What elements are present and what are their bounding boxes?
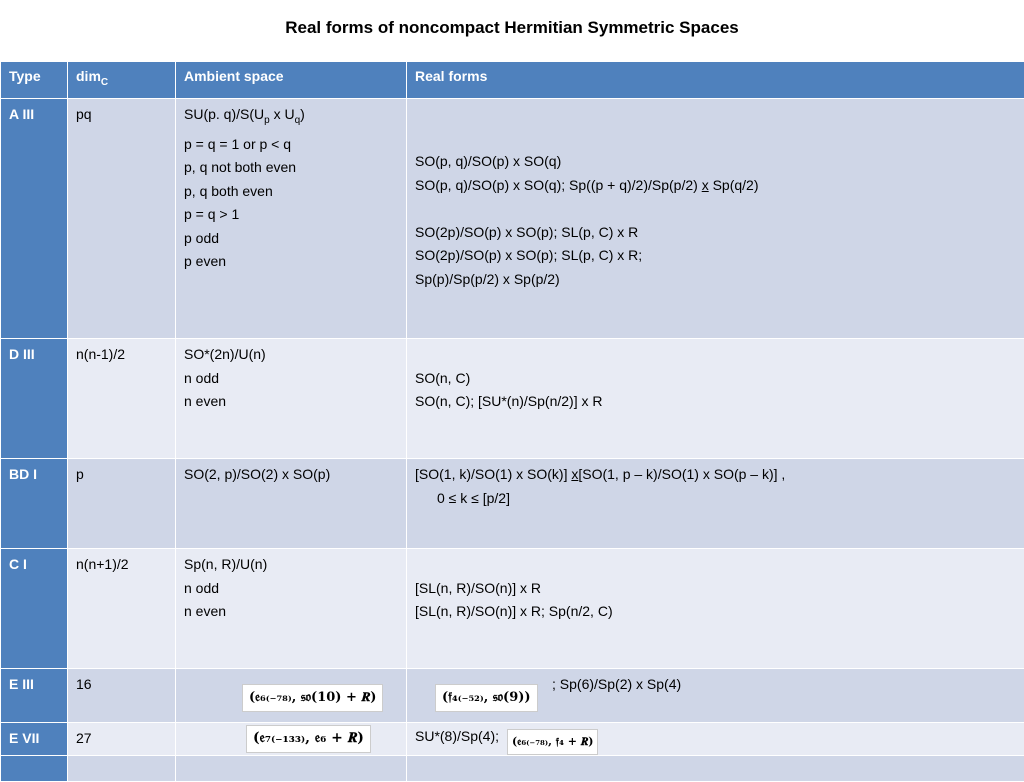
type-cell: E VII xyxy=(1,723,68,756)
type-cell: C I xyxy=(1,549,68,669)
header-real-forms: Real forms xyxy=(407,62,1024,99)
table-row xyxy=(1,723,1024,756)
ambient-cell xyxy=(176,669,407,723)
real-forms-cell: [SL(n, R)/SO(n)] x R [SL(n, R)/SO(n)] x R; Sp(n/2, C) xyxy=(407,549,1024,669)
type-cell: D III xyxy=(1,339,68,459)
real-forms-cell: (𝔣₄₍₋₅₂₎, 𝔰𝔬(9)) ; Sp(6)/Sp(2) x Sp(4) xyxy=(407,669,1024,723)
ambient-cell: Sp(n, R)/U(n) n odd n even xyxy=(176,549,407,669)
formula-image: (𝔢₇₍₋₁₃₃₎, 𝔢₆ + 𝑹) xyxy=(246,725,371,753)
ambient-cell: SO*(2n)/U(n) n odd n even xyxy=(176,339,407,459)
header-type: Type xyxy=(1,62,68,99)
header-dim: dim$_C$ xyxy=(68,62,176,99)
dim-cell: n(n-1)/2 xyxy=(68,339,176,459)
type-cell xyxy=(1,755,68,781)
ambient-cell xyxy=(176,723,407,756)
dim-cell: 27 xyxy=(68,723,176,756)
real-forms-cell xyxy=(407,755,1024,781)
formula-image: (𝔢₆₍₋₇₈₎, 𝔰𝔬(10) + 𝑹) xyxy=(242,684,383,712)
dim-cell xyxy=(68,755,176,781)
type-cell: A III xyxy=(1,99,68,339)
type-cell: BD I xyxy=(1,459,68,549)
page-title: Real forms of noncompact Hermitian Symmetric Spaces xyxy=(0,18,1024,38)
header-row xyxy=(1,62,1024,99)
real-forms-cell: [SO(1, k)/SO(1) x SO(k)] x[SO(1, p – k)/SO(1) x SO(p – k)] , 0 ≤ k ≤ [p/2] xyxy=(407,459,1024,549)
real-forms-table xyxy=(0,61,1024,782)
real-forms-cell: SO(n, C) SO(n, C); [SU*(n)/Sp(n/2)] x R xyxy=(407,339,1024,459)
formula-image: (𝔣₄₍₋₅₂₎, 𝔰𝔬(9)) xyxy=(435,684,538,712)
dim-cell: n(n+1)/2 xyxy=(68,549,176,669)
type-cell: E III xyxy=(1,669,68,723)
ambient-cell xyxy=(176,755,407,781)
table-row xyxy=(1,339,1024,459)
table-row xyxy=(1,549,1024,669)
table-row xyxy=(1,99,1024,339)
ambient-cell: SO(2, p)/SO(2) x SO(p) xyxy=(176,459,407,549)
ambient-cell: SU(p. $q)/S(U_p$ x $U_q$) p = q = 1 or p < q p, q not both even p, q both even p = q > 1 p odd p even xyxy=(176,99,407,339)
table-row xyxy=(1,755,1024,781)
dim-cell: pq xyxy=(68,99,176,339)
formula-image: (𝔢₆₍₋₇₈₎, 𝔣₄ + 𝑹) xyxy=(507,729,598,755)
header-ambient: Ambient space xyxy=(176,62,407,99)
real-forms-cell: SU*(8)/Sp(4); (𝔢₆₍₋₇₈₎, 𝔣₄ + 𝑹) xyxy=(407,723,1024,756)
dim-cell: 16 xyxy=(68,669,176,723)
real-forms-cell: SO(p, q)/SO(p) x SO(q) SO(p, q)/SO(p) x SO(q); Sp((p + q)/2)/Sp(p/2) x Sp(q/2) SO(2p)/SO(p) x SO(p); SL(p, C) x R SO(2p)/SO(p) x SO(p); SL(p, C) x R; Sp(p)/Sp(p/2) x Sp(p/2) xyxy=(407,99,1024,339)
table-row xyxy=(1,459,1024,549)
table-row xyxy=(1,669,1024,723)
dim-cell: p xyxy=(68,459,176,549)
